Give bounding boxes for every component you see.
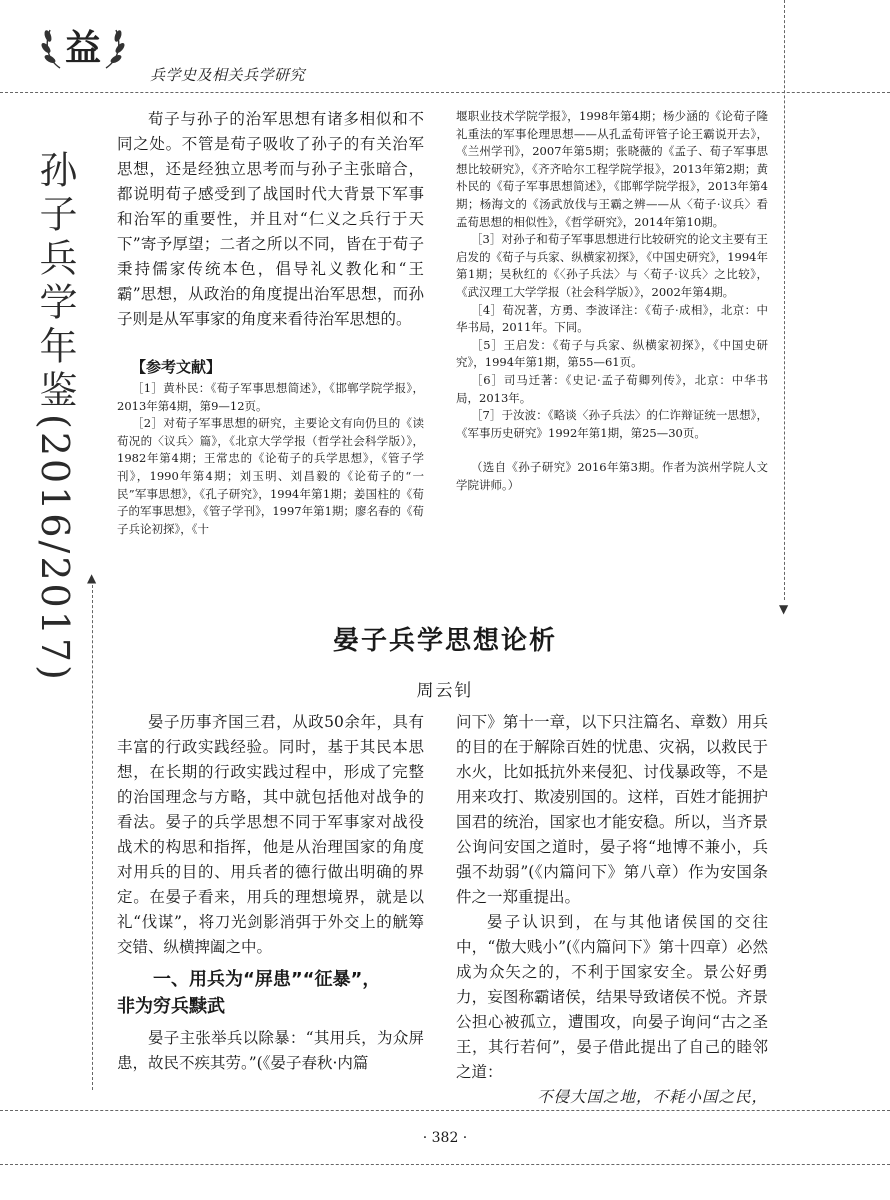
reference-item: ［1］黄朴民：《荀子军事思想简述》，《邯郸学院学报》，2013年第4期，第9—12页。 xyxy=(117,381,424,413)
article-intro: 晏子历事齐国三君，从政50余年，具有丰富的行政实践经验。同时，基于其民本思想，在长期的行政实践过程中，形成了完整的治国理念与方略，其中就包括他对战争的看法。晏子的兵学思想不同于军事家对战役战术的构思和指挥，他是从治理国家的角度对用兵的目的、用兵者的德行做出明确的界定。在晏子看来，用兵的理想境界，就是以礼“伐谋”，将刀光剑影消弭于外交上的觥筹交错、纵横捭阖之中。 xyxy=(117,713,424,956)
right-guide-line xyxy=(784,0,785,600)
source-note: （选自《孙子研究》2016年第3期。作者为滨州学院人文学院讲师。） xyxy=(456,460,768,492)
left-guide-line xyxy=(92,585,93,1090)
side-title-year: (2016/2017) xyxy=(33,414,77,683)
prev-article-left-column xyxy=(117,107,424,332)
yearbook-side-title xyxy=(28,150,78,683)
prev-article-conclusion: 荀子与孙子的治军思想有诸多相似和不同之处。不管是荀子吸收了孙子的有关治军思想，还是经独立思考而与孙子主张暗合，都说明荀子感受到了战国时代大背景下军事和治军的重要性，并且对“仁义之兵行于天下”寄予厚望；二者之所以不同，皆在于荀子秉持儒家传统本色，倡导礼义教化和“王霸”思想，从政治的角度提出治军思想，而孙子则是从军事家的角度来看待治军思想的。 xyxy=(117,110,424,328)
up-arrow-icon: ▲ xyxy=(87,571,97,585)
section-heading xyxy=(117,966,424,1020)
reference-item: ［4］荀况著，方勇、李波译注：《荀子·成相》，北京：中华书局，2011年。下同。 xyxy=(456,302,768,335)
reference-item: ［3］对孙子和荀子军事思想进行比较研究的论文主要有王启发的《荀子与兵家、纵横家初探》，《中国史研究》，1994年第1期；吴秋红的《〈孙子兵法〉与〈荀子·议兵〉之比较》，《武汉理工大学学报（社会科学版）》，2002年第4期。 xyxy=(456,232,768,299)
article-right-column xyxy=(456,710,768,1110)
reference-continuation: 堰职业技术学院学报》，1998年第4期；杨少涵的《论荀子隆礼重法的军事伦理思想——从孔孟荀评管子论王霸说开去》，《兰州学刊》，2007年第5期；张晓薇的《孟子、荀子军事思想比较研究》，《齐齐哈尔工程学院学报》，2013年第2期；黄朴民的《荀子军事思想简述》，《邯郸学院学报》，2013年第4期；杨海文的《汤武放伐与王霸之辨——从〈荀子·议兵〉看孟荀思想的相似性》，《哲学研究》，2014年第10期。 xyxy=(456,109,768,229)
reference-item: ［6］司马迁著：《史记·孟子荀卿列传》，北京：中华书局，2013年。 xyxy=(456,372,768,405)
paragraph-continuation: 问下》第十一章，以下只注篇名、章数）用兵的目的在于解除百姓的忧患、灾祸，以救民于水火，比如抵抗外来侵犯、讨伐暴政等，不是用来攻打、欺凌别国的。这样，百姓才能拥护国君的统治，国家也才能安稳。所以，当齐景公询问安国之道时，晏子将“地博不兼小，兵强不劫弱”(《内篇问下》第八章）作为安国条件之一郑重提出。 xyxy=(456,713,768,906)
section-heading-line2: 非为穷兵黩武 xyxy=(117,996,225,1017)
article-title: 晏子兵学思想论析 xyxy=(332,626,557,656)
references-right xyxy=(456,108,768,494)
section-paragraph: 晏子主张举兵以除暴：“其用兵，为众屏患，故民不疾其劳。”(《晏子春秋·内篇 xyxy=(117,1029,424,1072)
body-paragraph: 晏子认识到，在与其他诸侯国的交往中，“傲大贱小”(《内篇问下》第十四章）必然成为众矢之的，不利于国家安全。景公好勇力，妄图称霸诸侯，结果导致诸侯不悦。齐景公担心被孤立，遭围攻，向晏子询问“古之圣王，其行若何”，晏子借此提出了自己的睦邻之道： xyxy=(456,913,768,1081)
section-heading-line1: 一、用兵为“屏患”“征暴”， xyxy=(153,969,381,990)
article-author: 周云钊 xyxy=(416,681,474,701)
running-head: 兵学史及相关兵学研究 xyxy=(150,66,306,84)
footer-divider xyxy=(0,1110,890,1111)
bottom-divider xyxy=(0,1164,890,1165)
reference-item: ［5］王启发：《荀子与兵家、纵横家初探》，《中国史研究》，1994年第1期，第55—61页。 xyxy=(456,337,768,370)
side-title-text: 孙子兵学年鉴 xyxy=(33,150,77,414)
down-arrow-icon: ▼ xyxy=(779,602,789,616)
references-left xyxy=(117,380,424,538)
reference-item: ［2］对荀子军事思想的研究，主要论文有向仍旦的《读荀况的〈议兵〉篇》，《北京大学学报（哲学社会科学版）》，1982年第4期；王常忠的《论荀子的兵学思想》，《管子学刊》，1990年第4期；刘玉明、刘昌毅的《论荀子的“一民”军事思想》，《孔子研究》，1994年第1期；姜国柱的《荀子的军事思想》，《管子学刊》，1997年第1期；廖名春的《荀子兵论初探》，《十 xyxy=(117,416,424,536)
article-left-column xyxy=(117,710,424,1076)
reference-item: ［7］于汝波：《略谈〈孙子兵法〉的仁诈辩证统一思想》，《军事历史研究》1992年第1期，第25—30页。 xyxy=(456,408,768,440)
logo-glyph: 益 xyxy=(64,27,102,69)
page-number: · 382 · xyxy=(422,1130,468,1146)
block-quote: 不侵大国之地，不耗小国之民， xyxy=(536,1088,768,1106)
yearbook-logo xyxy=(40,12,126,74)
references-heading: 【参考文献】 xyxy=(131,358,222,376)
header-divider xyxy=(0,92,890,93)
